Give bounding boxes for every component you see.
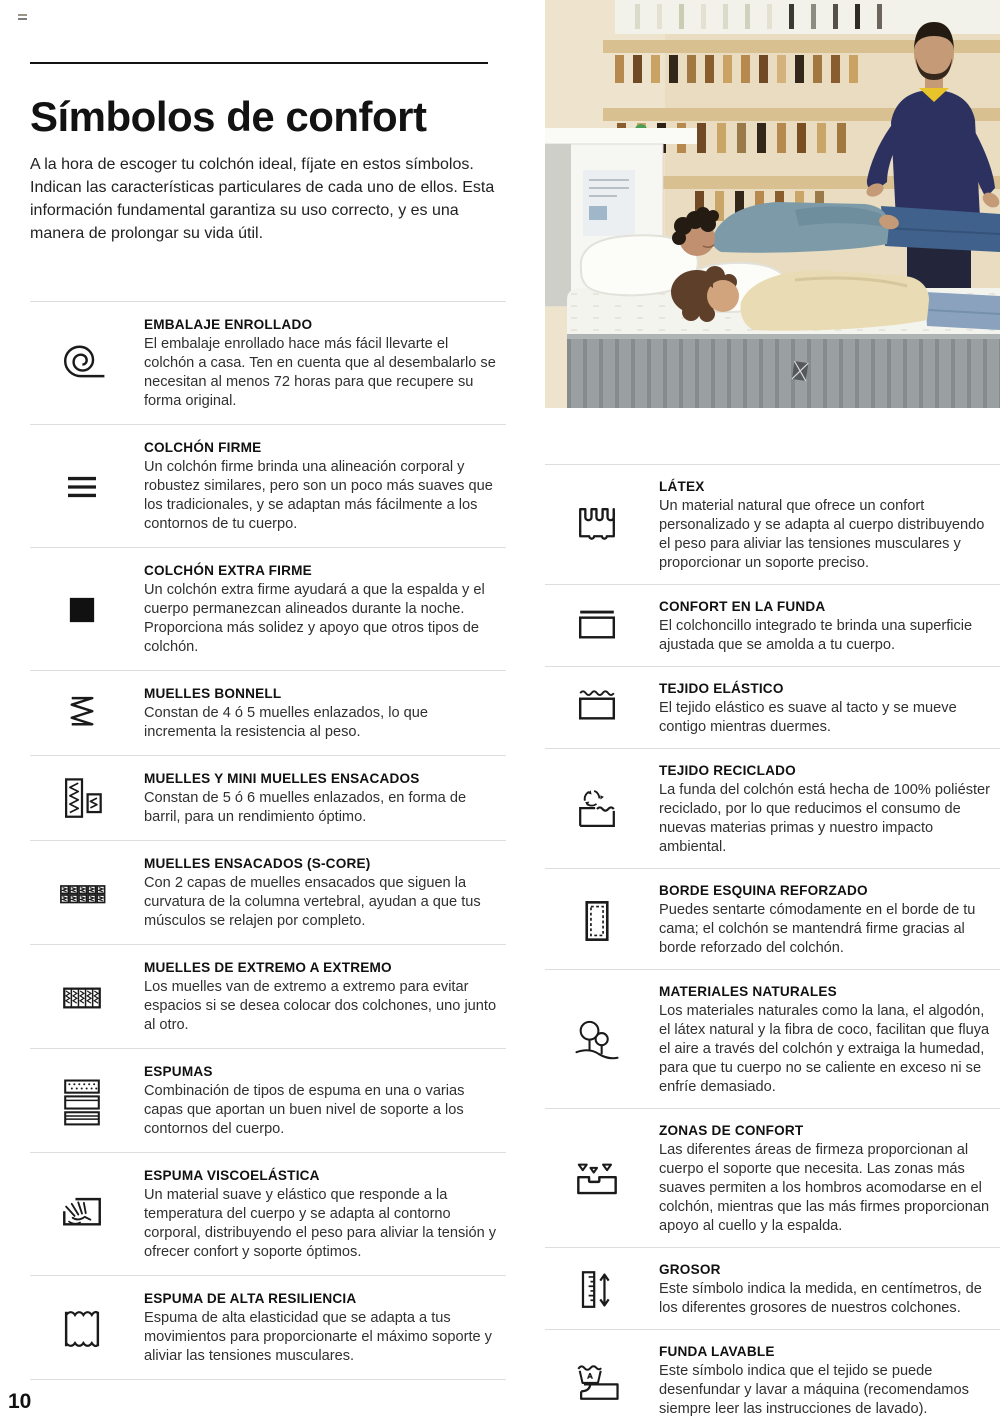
symbol-title: ZONAS DE CONFORT — [659, 1123, 804, 1138]
roll-packaging-icon — [54, 336, 110, 392]
symbols-column-left — [30, 301, 506, 1380]
symbol-icon-cell — [30, 1301, 144, 1357]
comfort-cover-icon — [569, 599, 625, 655]
symbol-icon-cell — [545, 498, 659, 554]
symbol-description: Los materiales naturales como la lana, el algodón, el látex natural y la fibra de coco, facilitan que fluya el aire a través del colchón y extraiga la humedad, para que tu cuerpo no se caliente en exceso ni se enfríe demasiado. — [659, 1003, 990, 1095]
symbol-icon-cell — [545, 681, 659, 737]
symbol-entry — [30, 424, 506, 547]
intro-text: A la hora de escoger tu colchón ideal, fíjate en estos símbolos. Indican las características particulares de cada uno de ellos. Esta información fundamental garantiza su uso correcto, y es una manera de prolongar su vida útil. — [30, 156, 495, 243]
right-column — [545, 0, 1000, 1426]
elastic-fabric-icon — [569, 681, 625, 737]
symbol-icon-cell — [30, 686, 144, 742]
comfort-zones-icon — [569, 1152, 625, 1208]
symbol-title: COLCHÓN FIRME — [144, 440, 262, 456]
recycled-fabric-icon — [569, 782, 625, 838]
symbol-entry — [30, 1048, 506, 1152]
symbol-icon-cell — [545, 1354, 659, 1410]
symbol-title: CONFORT EN LA FUNDA — [659, 599, 826, 614]
symbol-entry — [545, 1108, 1000, 1247]
symbol-entry — [545, 969, 1000, 1108]
symbol-icon-cell — [545, 782, 659, 838]
symbol-icon-cell — [545, 1262, 659, 1318]
symbol-icon-cell — [30, 771, 144, 827]
symbol-icon-cell — [545, 893, 659, 949]
high-resilience-foam-icon — [54, 1301, 110, 1357]
reinforced-edge-icon — [569, 893, 625, 949]
symbol-description: El colchoncillo integrado te brinda una superficie ajustada que se amolda a tu cuerpo. — [659, 618, 973, 653]
natural-materials-icon — [569, 1013, 625, 1069]
symbol-description: El tejido elástico es suave al tacto y se mueve contigo mientras duermes. — [659, 700, 957, 735]
symbol-title: MUELLES DE EXTREMO A EXTREMO — [144, 960, 392, 976]
showroom-photo — [545, 0, 1000, 408]
page-title: Símbolos de confort — [30, 93, 427, 140]
symbol-description: Los muelles van de extremo a extremo para evitar espacios si se desea colocar dos colchones, uno junto al otro. — [144, 979, 497, 1034]
symbol-title: MUELLES ENSACADOS (S-CORE) — [144, 856, 371, 872]
symbol-entry — [30, 301, 506, 424]
edge-to-edge-springs-icon — [54, 970, 110, 1026]
symbol-title: ESPUMA VISCOELÁSTICA — [144, 1168, 320, 1184]
symbol-title: GROSOR — [659, 1262, 721, 1277]
symbol-entry — [545, 868, 1000, 969]
symbol-icon-cell — [30, 582, 144, 638]
symbol-entry — [30, 1152, 506, 1275]
symbol-icon-cell — [545, 1013, 659, 1069]
symbol-description: Este símbolo indica que el tejido se puede desenfundar y lavar a máquina (recomendamos siempre leer las instrucciones de lavado). — [659, 1363, 969, 1417]
symbol-entry — [545, 1247, 1000, 1329]
symbol-icon-cell — [30, 866, 144, 922]
page-number: 10 — [8, 1390, 32, 1413]
left-column — [30, 0, 506, 1380]
symbol-title: MATERIALES NATURALES — [659, 984, 837, 999]
thickness-icon — [569, 1262, 625, 1318]
symbol-icon-cell — [545, 599, 659, 655]
symbol-entry — [30, 840, 506, 944]
symbol-entry — [30, 944, 506, 1048]
symbol-title: TEJIDO ELÁSTICO — [659, 681, 784, 696]
viscoelastic-foam-icon — [54, 1187, 110, 1243]
symbol-description: Constan de 5 ó 6 muelles enlazados, en forma de barril, para un rendimiento óptimo. — [144, 790, 467, 826]
latex-icon — [569, 498, 625, 554]
symbol-description: La funda del colchón está hecha de 100% poliéster reciclado, por lo que reducimos el consumo de nuevas materias primas y nuestro impacto ambiental. — [659, 782, 991, 855]
symbol-entry — [545, 1329, 1000, 1426]
symbols-column-right — [545, 464, 1000, 1426]
symbol-description: Puedes sentarte cómodamente en el borde de tu cama; el colchón se mantendrá firme gracias al borde reforzado del colchón. — [659, 902, 976, 956]
symbol-title: MUELLES Y MINI MUELLES ENSACADOS — [144, 771, 420, 787]
bonnell-springs-icon — [54, 686, 110, 742]
foams-icon — [54, 1074, 110, 1130]
symbol-description: Constan de 4 ó 5 muelles enlazados, lo que incrementa la resistencia al peso. — [144, 705, 428, 741]
symbol-entry — [545, 464, 1000, 584]
symbol-icon-cell — [30, 336, 144, 392]
s-core-springs-icon — [54, 866, 110, 922]
symbol-title: BORDE ESQUINA REFORZADO — [659, 883, 868, 898]
symbol-description: Un colchón extra firme ayudará a que la espalda y el cuerpo permanezcan alineados durante la noche. Proporciona más solidez y apoyo que otros tipos de colchón. — [144, 582, 485, 656]
title-rule — [30, 62, 488, 64]
symbol-description: Un material natural que ofrece un confort personalizado y se adapta al cuerpo distribuyendo el peso para aliviar las tensiones musculares y proporcionar un soporte preciso. — [659, 498, 985, 571]
symbol-description: Las diferentes áreas de firmeza proporcionan al cuerpo el soporte que necesita. Las zonas más suaves permiten a los hombros acomodarse en el colchón, mientras que las más firmes proporcionan apoyo al cuello y la espalda. — [659, 1142, 990, 1234]
symbol-icon-cell — [30, 1187, 144, 1243]
symbol-icon-cell — [30, 970, 144, 1026]
symbol-icon-cell — [545, 1152, 659, 1208]
symbol-entry — [30, 1275, 506, 1380]
washable-cover-icon — [569, 1354, 625, 1410]
symbol-description: Este símbolo indica la medida, en centímetros, de los diferentes grosores de nuestros colchones. — [659, 1281, 982, 1316]
pocket-springs-icon — [54, 771, 110, 827]
corner-mark-icon — [18, 10, 30, 28]
symbol-description: Espuma de alta elasticidad que se adapta a tus movimientos para proporcionarte el máximo soporte y aliviar las tensiones musculares. — [144, 1310, 492, 1365]
symbol-entry — [30, 670, 506, 755]
symbol-title: MUELLES BONNELL — [144, 686, 282, 702]
symbol-title: EMBALAJE ENROLLADO — [144, 317, 313, 333]
symbol-title: COLCHÓN EXTRA FIRME — [144, 563, 312, 579]
symbol-description: Un material suave y elástico que responde a la temperatura del cuerpo y se adapta al contorno corporal, distribuyendo el peso para aliviar la tensión y ofrecer confort y soporte óptimos. — [144, 1187, 497, 1261]
symbol-entry — [30, 547, 506, 670]
symbol-description: Un colchón firme brinda una alineación corporal y robustez similares, pero son un poco más suaves que los tradicionales, y se adaptan más fácilmente a los contornos de tu cuerpo. — [144, 459, 493, 533]
symbol-description: Combinación de tipos de espuma en una o varias capas que aportan un buen nivel de soporte a los contornos del cuerpo. — [144, 1083, 465, 1138]
symbol-icon-cell — [30, 459, 144, 515]
symbol-title: ESPUMA DE ALTA RESILIENCIA — [144, 1291, 357, 1307]
symbol-entry — [545, 666, 1000, 748]
symbol-description: El embalaje enrollado hace más fácil llevarte el colchón a casa. Ten en cuenta que al desembalarlo se necesitan al menos 72 horas para que recupere su forma original. — [144, 336, 496, 410]
firm-mattress-icon — [54, 459, 110, 515]
symbol-description: Con 2 capas de muelles ensacados que siguen la curvatura de la columna vertebral, ayudan a que tus músculos se relajen por completo. — [144, 875, 481, 930]
symbol-title: ESPUMAS — [144, 1064, 213, 1080]
extra-firm-mattress-icon — [54, 582, 110, 638]
symbol-entry — [30, 755, 506, 840]
symbol-icon-cell — [30, 1074, 144, 1130]
symbol-title: LÁTEX — [659, 479, 705, 494]
symbol-entry — [545, 584, 1000, 666]
symbol-entry — [545, 748, 1000, 868]
symbol-title: FUNDA LAVABLE — [659, 1344, 775, 1359]
symbol-title: TEJIDO RECICLADO — [659, 763, 796, 778]
